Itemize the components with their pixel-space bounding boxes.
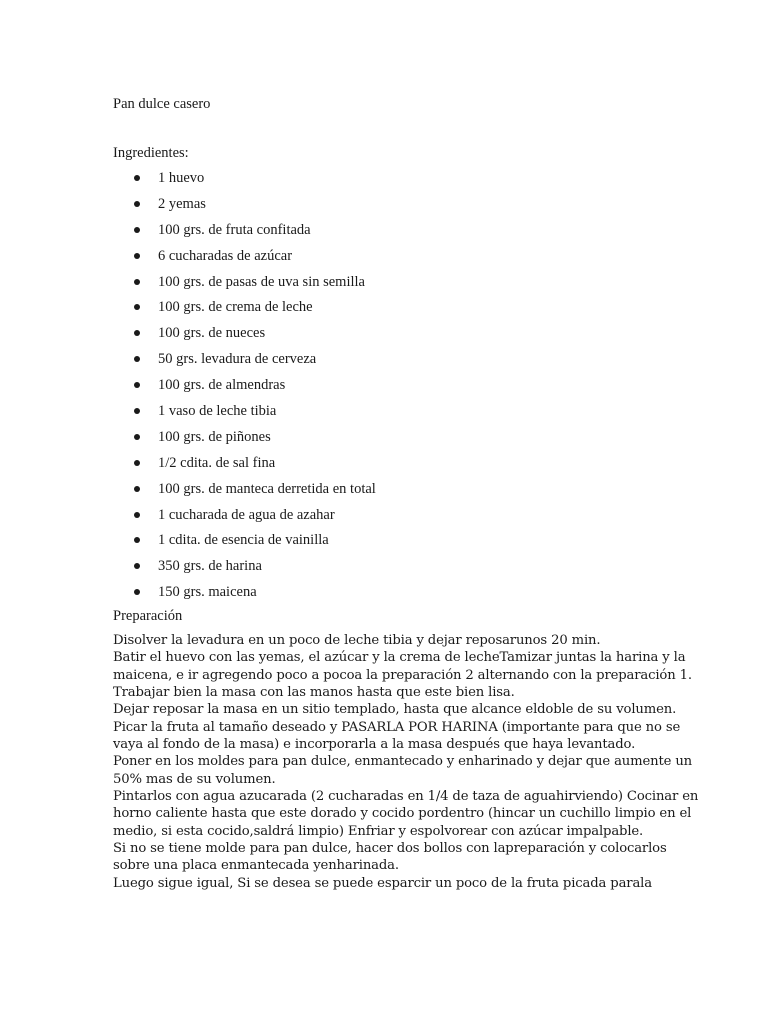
bullet-icon (134, 356, 140, 362)
preparation-line: vaya al fondo de la masa) e incorporarla a la masa después que haya levantado. (113, 737, 636, 753)
preparation-line: Disolver la levadura en un poco de leche tibia y dejar reposarunos 20 min. (113, 633, 601, 648)
preparation-line: medio, si esta cocido,saldrá limpio) Enfriar y espolvorear con azúcar impalpable. (113, 823, 644, 839)
preparation-line: Poner en los moldes para pan dulce, enmantecado y enharinado y dejar que aumente un (113, 754, 693, 770)
ingredient-text: 100 grs. de piñones (158, 428, 271, 445)
bullet-icon (134, 382, 140, 388)
preparation-line: Dejar reposar la masa en un sitio templado, hasta que alcance eldoble de su volumen. (113, 702, 677, 718)
preparation-line: sobre una placa enmantecada yenharinada. (113, 858, 399, 874)
bullet-icon (134, 563, 140, 569)
ingredient-text: 100 grs. de nueces (158, 325, 266, 342)
ingredient-text: 1 vaso de leche tibia (158, 403, 277, 420)
preparation-line: Batir el huevo con las yemas, el azúcar y la crema de lecheTamizar juntas la harina y la (113, 650, 686, 666)
ingredient-text: 1/2 cdita. de sal fina (158, 454, 276, 471)
preparation-line: Luego sigue igual, Si se desea se puede esparcir un poco de la fruta picada parala (113, 875, 652, 891)
bullet-icon (134, 589, 140, 595)
bullet-icon (134, 537, 140, 543)
bullet-icon (134, 279, 140, 285)
ingredient-text: 2 yemas (158, 195, 206, 212)
ingredient-text: 50 grs. levadura de cerveza (158, 351, 317, 368)
preparation-line: horno caliente hasta que este dorado y cocido pordentro (hincar un cuchillo limpio en el (113, 806, 692, 822)
bullet-icon (134, 512, 140, 518)
ingredients-heading: Ingredientes: (113, 145, 189, 161)
bullet-icon (134, 408, 140, 414)
recipe-title: Pan dulce casero (113, 96, 211, 112)
preparation-text (113, 632, 699, 892)
preparation-line: Pintarlos con agua azucarada (2 cucharadas en 1/4 de taza de aguahirviendo) Cocinar en (113, 789, 699, 805)
ingredient-text: 100 grs. de fruta confitada (158, 221, 311, 238)
bullet-icon (134, 434, 140, 440)
bullet-icon (134, 330, 140, 336)
preparation-line: Si no se tiene molde para pan dulce, hacer dos bollos con lapreparación y colocarlos (113, 841, 667, 857)
bullet-icon (134, 201, 140, 207)
preparation-line: Trabajar bien la masa con las manos hasta que este bien lisa. (113, 685, 515, 701)
ingredient-text: 100 grs. de crema de leche (158, 299, 313, 316)
bullet-icon (134, 304, 140, 310)
ingredient-text: 1 huevo (158, 170, 205, 186)
preparation-line: Picar la fruta al tamaño deseado y PASARLA POR HARINA (importante para que no se (113, 719, 681, 735)
ingredient-text: 350 grs. de harina (158, 558, 262, 575)
ingredient-text: 100 grs. de almendras (158, 377, 286, 394)
preparation-line: maicena, e ir agregendo poco a pocoa la preparación 2 alternando con la preparación 1. (113, 667, 692, 683)
ingredient-text: 100 grs. de pasas de uva sin semilla (158, 273, 365, 290)
ingredient-text: 6 cucharadas de azúcar (158, 247, 293, 264)
ingredient-text: 150 grs. maicena (158, 584, 257, 601)
bullet-icon (134, 227, 140, 233)
preparation-line: 50% mas de su volumen. (113, 771, 276, 787)
bullet-icon (134, 253, 140, 259)
ingredient-text: 1 cdita. de esencia de vainilla (158, 532, 329, 549)
bullet-icon (134, 460, 140, 466)
bullet-icon (134, 175, 140, 181)
bullet-icon (134, 486, 140, 492)
preparation-heading: Preparación (113, 608, 183, 624)
ingredient-text: 100 grs. de manteca derretida en total (158, 480, 376, 497)
ingredient-text: 1 cucharada de agua de azahar (158, 506, 335, 523)
